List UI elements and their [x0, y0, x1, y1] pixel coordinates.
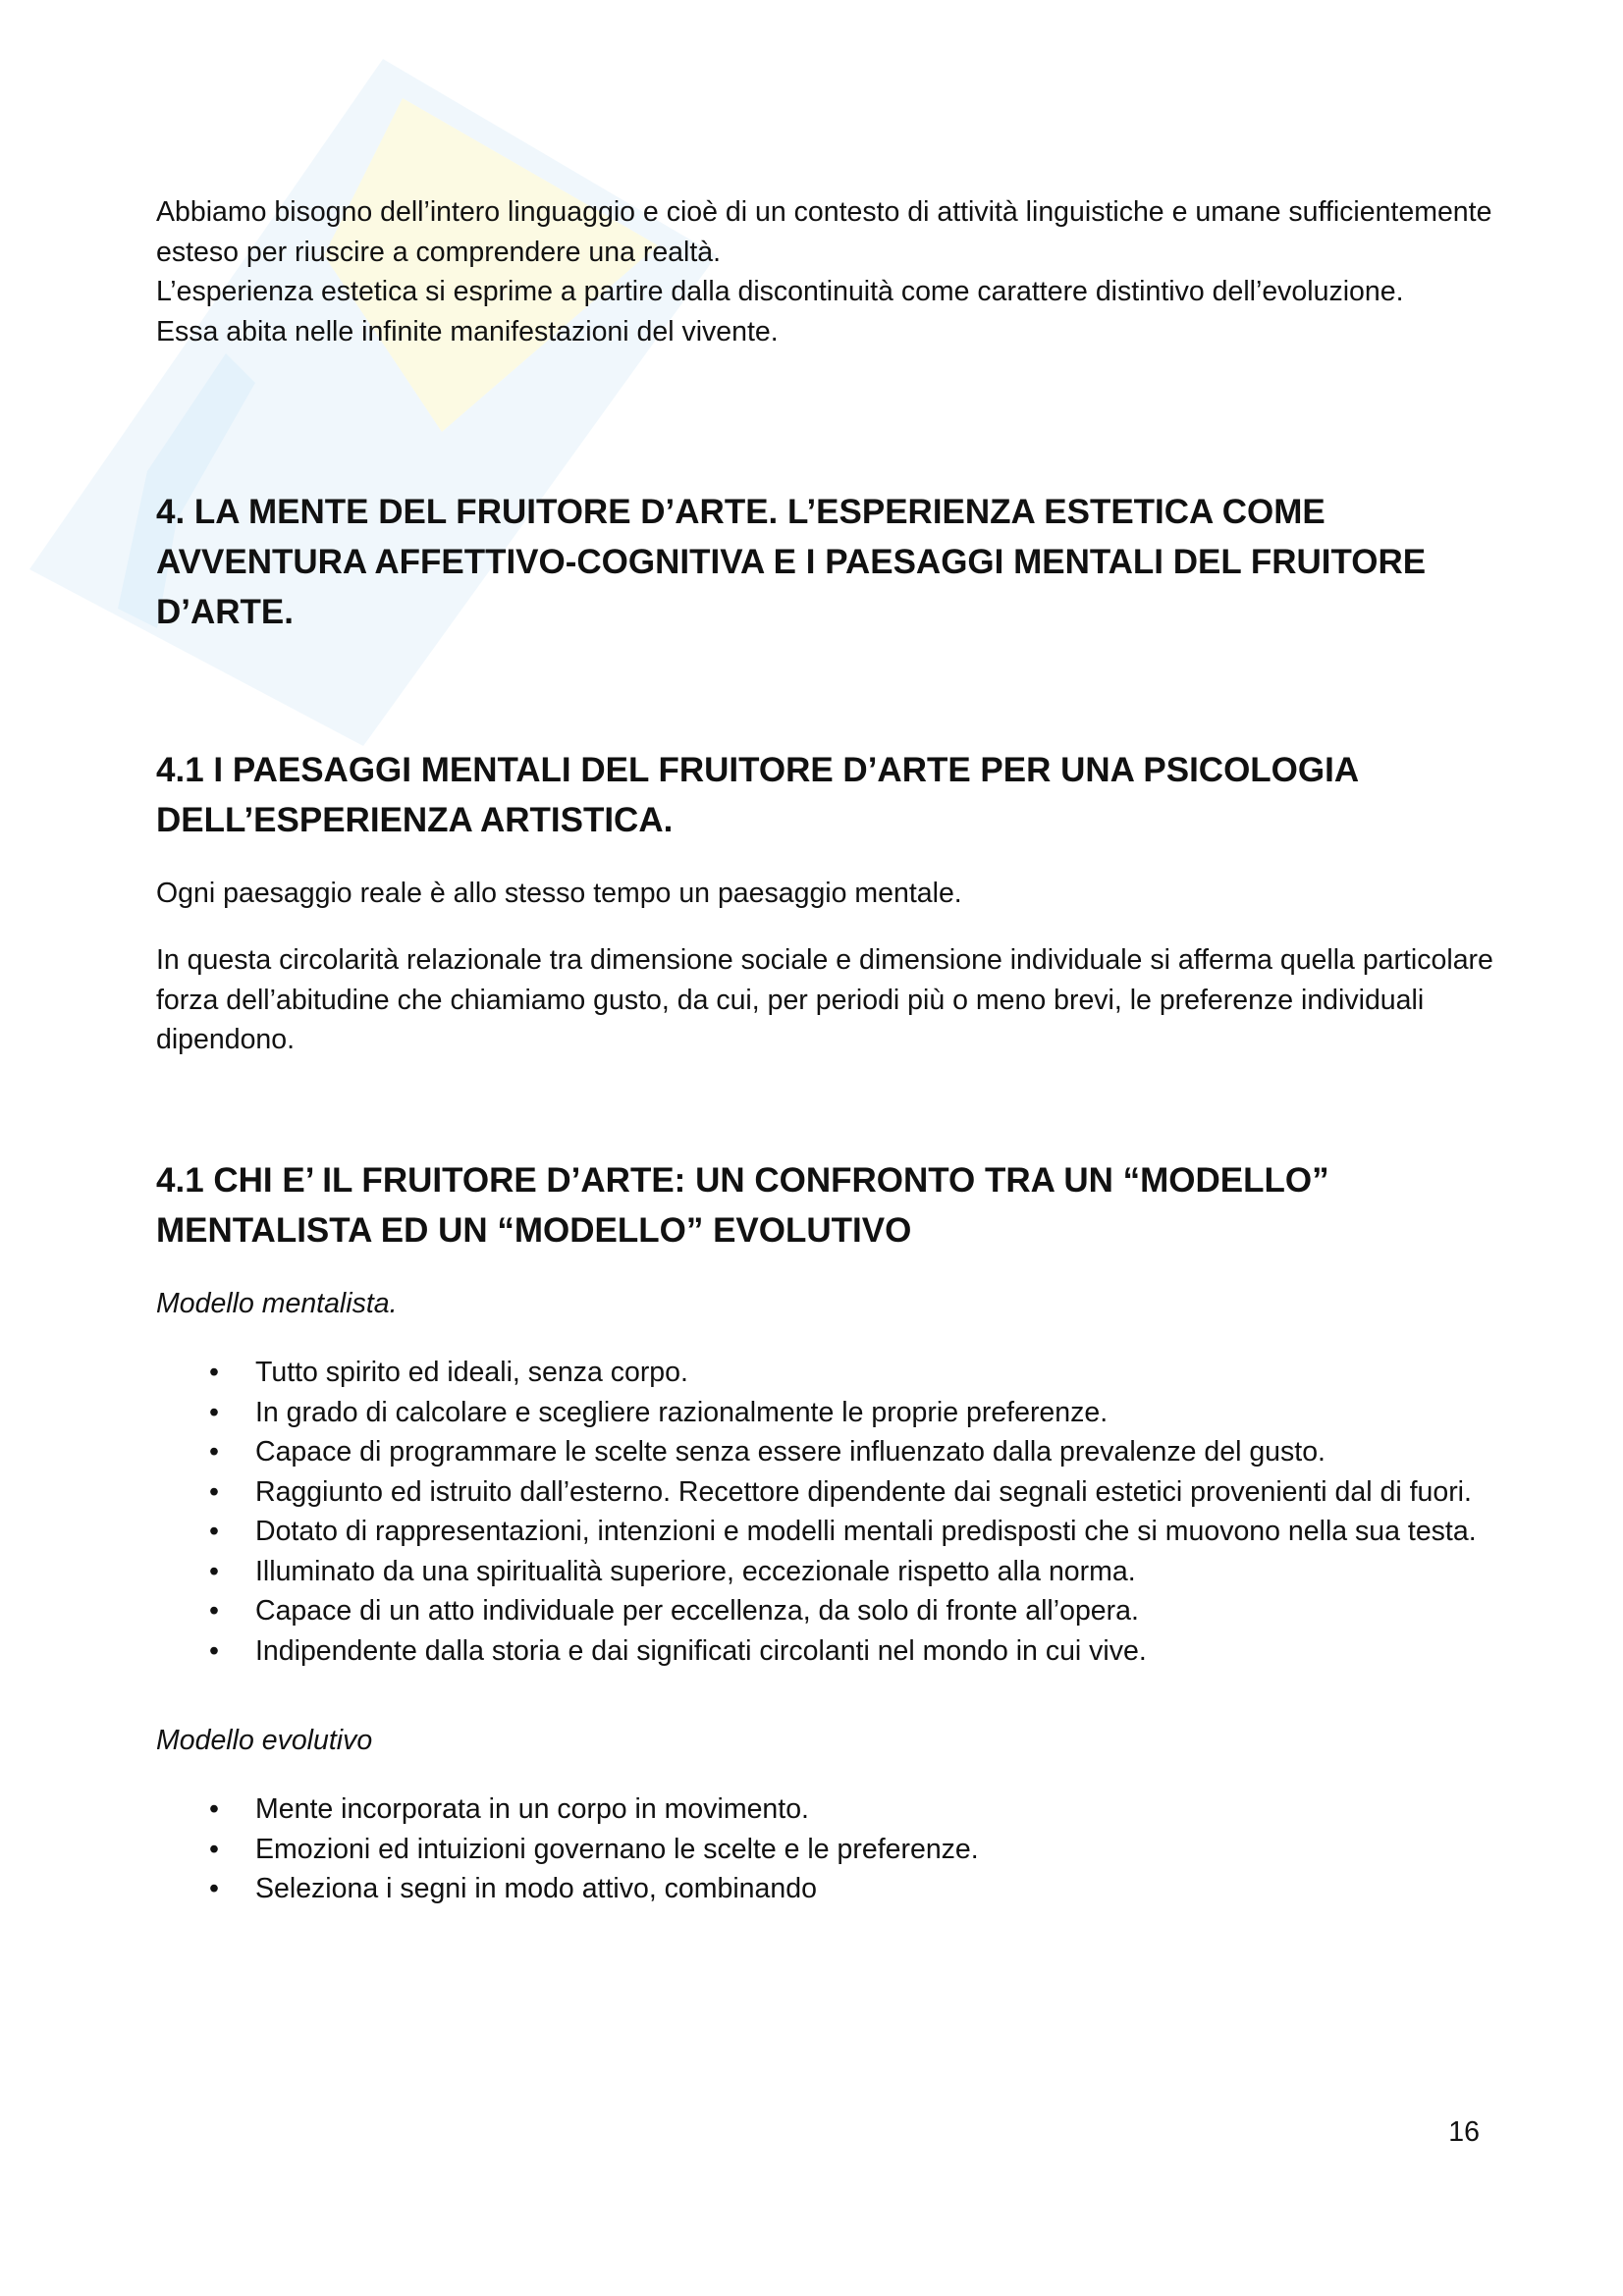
section-heading-4-1-b: 4.1 CHI E’ IL FRUITORE D’ARTE: UN CONFRONTO TRA UN “MODELLO” MENTALISTA ED UN “MODELLO” EVOLUTIVO [156, 1160, 1329, 1250]
list-item: • Dotato di rappresentazioni, intenzioni e modelli mentali predisposti che si muovono nella sua testa. [156, 1513, 1521, 1550]
list-item: • Capace di un atto individuale per eccellenza, da solo di fronte all’opera. [156, 1592, 1521, 1629]
bullet-icon: • [209, 1793, 219, 1826]
bullet-icon: • [209, 1833, 219, 1865]
model-mentalist-title: Modello mentalista. [156, 1287, 398, 1319]
bullet-icon: • [209, 1475, 219, 1508]
list-item: • Emozioni ed intuizioni governano le scelte e le preferenze. [156, 1831, 1521, 1868]
list-item: • Raggiunto ed istruito dall’esterno. Recettore dipendente dai segnali estetici provenienti dal di fuori. [156, 1473, 1521, 1511]
model-mentalist-list [156, 1354, 1521, 1670]
model-evolutionary-list [156, 1790, 1521, 1907]
page-content [156, 192, 1521, 1910]
bullet-icon: • [209, 1436, 219, 1468]
list-item: • Mente incorporata in un corpo in movimento. [156, 1790, 1521, 1828]
bullet-icon: • [209, 1516, 219, 1548]
list-item: • Indipendente dalla storia e dai significati circolanti nel mondo in cui vive. [156, 1632, 1521, 1670]
intro-text [156, 192, 1521, 351]
list-item: • Capace di programmare le scelte senza essere influenzato dalla prevalenze del gusto. [156, 1433, 1521, 1470]
bullet-icon: • [209, 1634, 219, 1667]
bullet-icon: • [209, 1873, 219, 1905]
list-item: • In grado di calcolare e scegliere razionalmente le proprie preferenze. [156, 1394, 1521, 1431]
intro-line: Essa abita nelle infinite manifestazioni del vivente. [156, 315, 779, 347]
paragraph: In questa circolarità relazionale tra dimensione sociale e dimensione individuale si afferma quella particolare forza dell’abitudine che chiamiamo gusto, da cui, per periodi più o meno brevi, le preferenze individuali dipendono. [156, 943, 1493, 1056]
list-item: • Tutto spirito ed ideali, senza corpo. [156, 1354, 1521, 1391]
model-evolutionary-title: Modello evolutivo [156, 1724, 373, 1756]
list-item: • Seleziona i segni in modo attivo, combinando [156, 1870, 1521, 1907]
bullet-icon: • [209, 1595, 219, 1628]
bullet-icon: • [209, 1357, 219, 1389]
paragraph: Ogni paesaggio reale è allo stesso tempo un paesaggio mentale. [156, 878, 962, 910]
list-item: • Illuminato da una spiritualità superiore, eccezionale rispetto alla norma. [156, 1553, 1521, 1590]
intro-line: L’esperienza estetica si esprime a partire dalla discontinuità come carattere distintivo dell’evoluzione. [156, 276, 1404, 308]
intro-line: Abbiamo bisogno dell’intero linguaggio e cioè di un contesto di attività linguistiche e umane sufficientemente esteso per riuscire a comprendere una realtà. [156, 196, 1492, 268]
bullet-icon: • [209, 1396, 219, 1428]
section-heading-4-1: 4.1 I PAESAGGI MENTALI DEL FRUITORE D’ARTE PER UNA PSICOLOGIA DELL’ESPERIENZA ARTISTICA. [156, 751, 1358, 840]
section-heading-4: 4. LA MENTE DEL FRUITORE D’ARTE. L’ESPERIENZA ESTETICA COME AVVENTURA AFFETTIVO-COGNITIVA E I PAESAGGI MENTALI DEL FRUITORE D’ARTE. [156, 493, 1427, 632]
page-number: 16 [1448, 2116, 1480, 2148]
bullet-icon: • [209, 1555, 219, 1587]
